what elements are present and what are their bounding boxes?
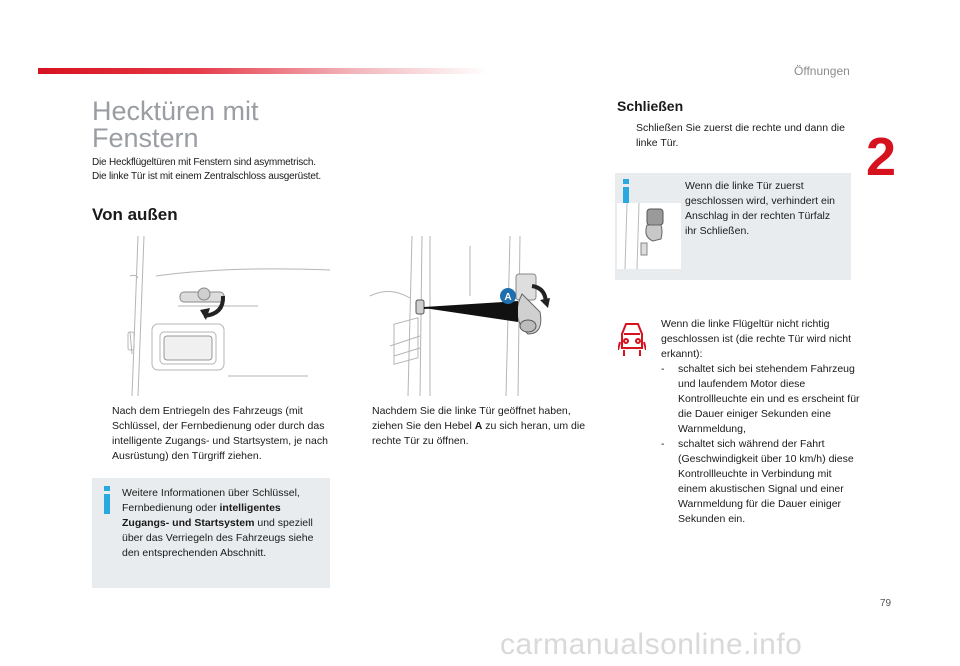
intro-text xyxy=(92,156,321,184)
page-title-line-2: Fenstern xyxy=(92,123,199,153)
page-title-line-1: Hecktüren mit xyxy=(92,96,259,126)
chapter-number: 2 xyxy=(866,127,897,187)
intro-line-2: Die linke Tür ist mit einem Zentralschloss ausgerüstet. xyxy=(92,171,321,182)
door-handle-illustration xyxy=(108,236,330,396)
door-lever-illustration xyxy=(350,236,552,396)
step-open-left-door xyxy=(92,404,332,464)
door-open-warning-icon xyxy=(618,322,646,358)
step-open-right-door xyxy=(352,404,592,464)
warning-intro: Wenn die linke Flügeltür nicht richtig geschlossen ist (die rechte Tür wird nicht erkannt): xyxy=(661,318,852,360)
info-close-order-text: Wenn die linke Tür zuerst geschlossen wird, verhindert ein Anschlag in der rechten Türfalz ihr Schließen. xyxy=(685,180,835,237)
section-title: Öffnungen xyxy=(794,64,850,78)
step-close-doors-text: Schließen Sie zuerst die rechte und dann die linke Tür. xyxy=(636,122,845,149)
info-icon xyxy=(102,486,112,514)
step-open-left-door-text: Nach dem Entriegeln des Fahrzeugs (mit Schlüssel, der Fernbedienung oder durch das intelligente Zugangs- und Startsystem, je nach Ausrüstung) den Türgriff ziehen. xyxy=(112,405,328,462)
heading-closing: Schließen xyxy=(617,98,684,114)
intro-line-1: Die Heckflügeltüren mit Fenstern sind asymmetrisch. xyxy=(92,157,316,168)
heading-outside: Von außen xyxy=(92,205,178,224)
info-box-remote xyxy=(92,478,330,588)
warning-item-1: - schaltet sich bei stehendem Fahrzeug und laufendem Motor diese Kontrollleuchte ein und es erscheint für die Dauer einiger Sekunden eine Warnmeldung, xyxy=(661,363,860,435)
step-close-doors xyxy=(616,121,846,153)
header-accent-bar xyxy=(38,68,488,74)
info-box-close-order xyxy=(615,173,851,280)
info-remote-text: Weitere Informationen über Schlüssel, Fernbedienung oder intelligentes Zugangs- und Startsystem und speziell über das Verriegeln des Fahrzeugs siehe den entsprechenden Abschnitt. xyxy=(122,487,314,559)
warning-text xyxy=(661,317,861,527)
lever-a-label: A xyxy=(504,292,512,303)
warning-item-2: - schaltet sich während der Fahrt (Geschwindigkeit über 10 km/h) diese Kontrollleuchte in Verbindung mit einem akustischen Signal und einer Warnmeldung für die Dauer einiger Sekunden ein. xyxy=(661,438,854,525)
page-title xyxy=(92,98,259,152)
watermark: carmanualsonline.info xyxy=(500,628,803,661)
step-open-right-door-text: Nachdem Sie die linke Tür geöffnet haben, ziehen Sie den Hebel A zu sich heran, um die rechte Tür zu öffnen. xyxy=(372,405,586,447)
page-number: 79 xyxy=(880,598,892,609)
door-stop-illustration xyxy=(617,203,681,269)
